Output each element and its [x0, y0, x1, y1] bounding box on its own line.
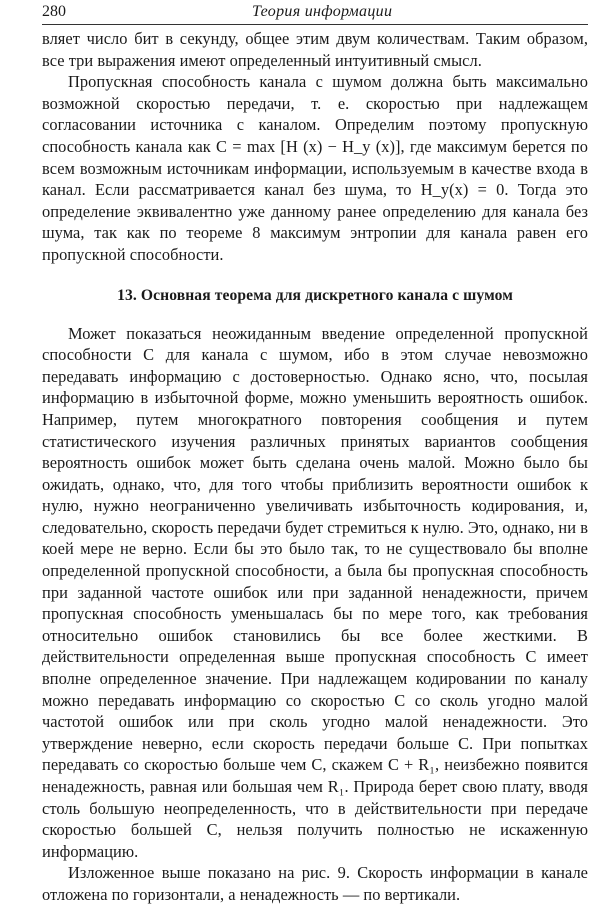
- paragraph-channel-capacity: Пропускная способность канала с шумом должна быть максимально возможной скоростью передачи, т. е. скоростью при надлежащем согласовании источника с каналом. Определим поэтому пропускную способность канала как C = max [H (x) − H_y (x)], где максимум берется по всем возможным источникам информации, используемым в качестве входа в канал. Если рассматривается канал без шума, то H_y(x) = 0. Тогда это определение эквивалентно уже данному ранее определению для канала без шума, так как по теореме 8 максимум энтропии для канала равен его пропускной способности.: [42, 72, 588, 264]
- paragraph-continued: вляет число бит в секунду, общее этим двум количествам. Таким образом, все три выражения имеют определенный интуитивный смысл.: [42, 29, 588, 70]
- page-number: 280: [42, 3, 66, 20]
- running-title: Теория информации: [252, 3, 393, 20]
- running-head: [42, 2, 588, 25]
- paragraph-figure-ref: Изложенное выше показано на рис. 9. Скорость информации в канале отложена по горизонтали, а ненадежность — по вертикали.: [42, 863, 588, 904]
- page-body: [42, 28, 588, 906]
- section-heading: 13. Основная теорема для дискретного канала с шумом: [117, 286, 513, 304]
- paragraph-main-theorem: Может показаться неожиданным введение определенной пропускной способности C для канала с шумом, ибо в этом случае невозможно передавать информацию с достоверностью. Однако ясно, что, посылая информацию в избыточной форме, можно уменьшить вероятность ошибок. Например, путем многократного повторения сообщения и путем статистического изучения различных принятых вариантов сообщения вероятность ошибок может быть сделана очень малой. Можно было бы ожидать, однако, что, для того чтобы приблизить вероятности ошибок к нулю, нужно неограниченно увеличивать избыточность кодирования, и, следовательно, скорость передачи будет стремиться к нулю. Это, однако, ни в коей мере не верно. Если бы это было так, то не существовало бы вполне определенной пропускной способности, а была бы пропускная способность при заданной частоте ошибок или при заданной ненадежности, причем пропускная способность уменьшалась бы по мере того, как требования относительно ошибок становились бы все более жесткими. В действительности определенная выше пропускная способность C имеет вполне определенное значение. При надлежащем кодировании по каналу можно передавать информацию со скоростью C со сколь угодно малой частотой ошибок или при сколь угодно малой ненадежности. Это утверждение неверно, если скорость передачи больше C. При попытках передавать со скоростью больше чем C, скажем C + R₁, неизбежно появится ненадежность, равная или большая чем R₁. Природа берет свою плату, вводя столь большую неопределенность, что в действительности при передаче скоростью большей C, нельзя получить полностью не искаженную информацию.: [42, 323, 588, 861]
